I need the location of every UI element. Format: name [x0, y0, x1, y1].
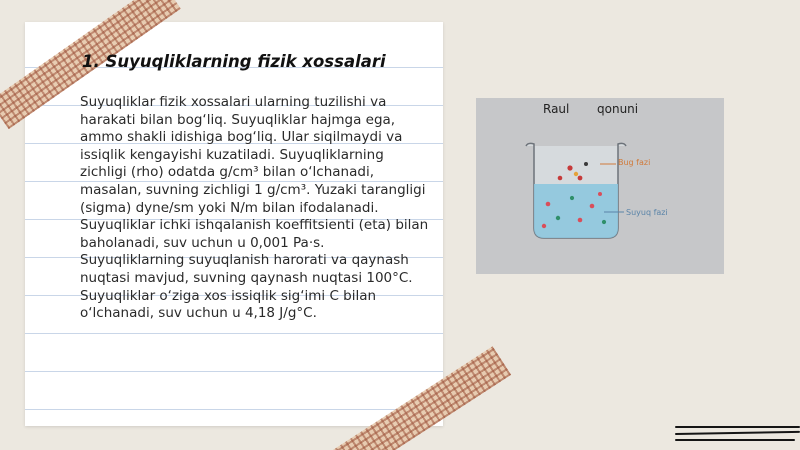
vapor-molecule	[558, 176, 563, 181]
decorative-line	[675, 439, 795, 441]
figure-title-word-1: Raul	[543, 102, 570, 116]
vapor-molecule	[574, 172, 578, 176]
liquid-molecule	[556, 216, 560, 220]
liquid-molecule	[602, 220, 606, 224]
vapor-molecule	[578, 176, 583, 181]
vapor-molecule	[584, 162, 588, 166]
vapor-phase-label: Bug fazi	[618, 158, 651, 167]
vapor-molecule	[567, 165, 572, 170]
slide-title: 1. Suyuqliklarning fizik xossalari	[82, 52, 386, 71]
liquid-molecule	[546, 202, 551, 207]
decorative-line	[675, 431, 800, 435]
beaker-illustration	[476, 98, 724, 274]
figure-title-word-2: qonuni	[597, 102, 639, 116]
slide-body-text: Suyuqliklar fizik xossalari ularning tuzilishi va harakati bilan bog‘liq. Suyuqliklar hajmga ega, ammo shakli idishiga bog‘liq. Ular siqilmaydi va issiqlik kengayishi kuzatiladi. Suyuqliklarning zichligi (rho) odatda g/cm³ bilan o‘lchanadi, masalan, suvning zichligi 1 g/cm³. Yuzaki tarangligi (sigma) dyne/sm yoki N/m bilan ifodalanadi. Suyuqliklar ichki ishqalanish koeffitsienti (eta) bilan baholanadi, suv uchun u 0,001 Pa·s. Suyuqliklarning suyuqlanish harorati va qaynash nuqtasi mavjud, suvning qaynash nuqtasi 100°C. Suyuqliklar o‘ziga xos issiqlik sig‘imi C bilan o‘lchanadi, suv uchun u 4,18 J/g°C.	[80, 94, 429, 322]
liquid-molecule	[542, 224, 546, 228]
liquid-molecule	[578, 218, 583, 223]
liquid-molecule	[598, 192, 602, 196]
liquid-phase	[534, 184, 618, 238]
liquid-molecule	[590, 204, 595, 209]
liquid-phase-label: Suyuq fazi	[626, 208, 668, 217]
decorative-line	[675, 426, 800, 428]
raoult-law-figure	[476, 98, 724, 274]
liquid-molecule	[570, 196, 574, 200]
